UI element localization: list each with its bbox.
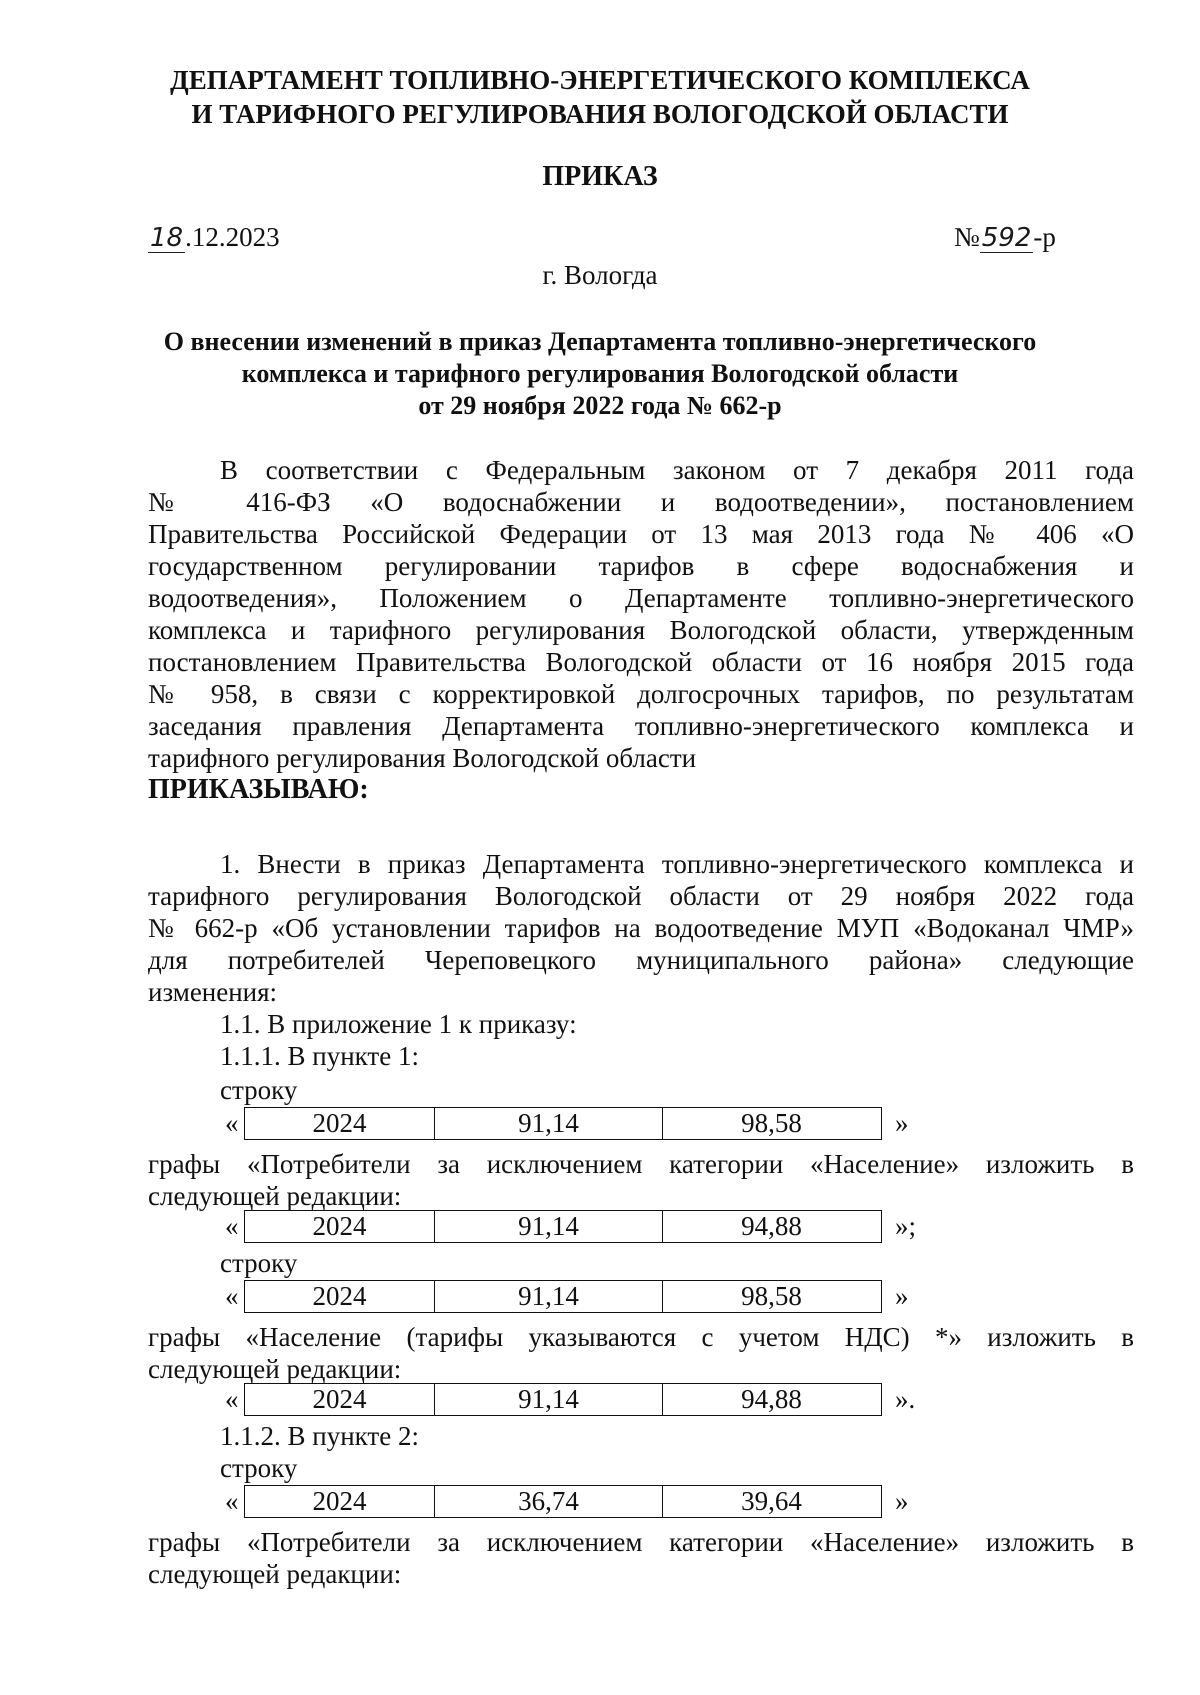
- preamble-line: Правительства Российской Федерации от 13 мая 2013 года № 406 «О: [148, 519, 1134, 549]
- preamble-line: заседания правления Департамента топливно-энергетического комплекса и: [148, 711, 1134, 741]
- preamble-line: постановлением Правительства Вологодской области от 16 ноября 2015 года: [148, 647, 1134, 677]
- cell-year: 2024: [245, 1108, 435, 1139]
- cell-tariff-1: 91,14: [435, 1281, 663, 1312]
- preamble-line: № 416-ФЗ «О водоснабжении и водоотведении», постановлением: [148, 487, 1134, 517]
- date-month-year: .12.2023: [185, 222, 280, 252]
- handwritten-day: 18: [150, 223, 184, 253]
- subject-line-2: комплекса и тарифного регулирования Вологодской области: [241, 359, 959, 388]
- cell-tariff-1: 91,14: [435, 1384, 663, 1415]
- tariff-cells: [244, 1383, 882, 1416]
- next-edition-line: следующей редакции:: [148, 1354, 402, 1384]
- close-quote: »: [895, 1108, 909, 1138]
- word-stroku: строку: [220, 1248, 298, 1278]
- preamble-line: комплекса и тарифного регулирования Вологодской области, утвержденным: [148, 615, 1134, 645]
- cell-year: 2024: [245, 1486, 435, 1517]
- preamble-line: № 958, в связи с корректировкой долгосрочных тарифов, по результатам: [148, 679, 1134, 709]
- preamble-line: В соответствии с Федеральным законом от 7 декабря 2011 года: [220, 455, 1134, 485]
- grafa-line: графы «Потребители за исключением категории «Население» изложить в: [148, 1149, 1134, 1179]
- open-quote: «: [225, 1108, 239, 1138]
- close-quote: »: [895, 1486, 909, 1516]
- preamble-line: государственном регулировании тарифов в сфере водоснабжения и: [148, 551, 1134, 581]
- department-title-line-1: ДЕПАРТАМЕНТ ТОПЛИВНО-ЭНЕРГЕТИЧЕСКОГО КОМПЛЕКСА: [170, 65, 1030, 95]
- city: г. Вологда: [542, 260, 658, 290]
- subject-line-1: О внесении изменений в приказ Департамента топливно-энергетического: [163, 327, 1037, 356]
- preamble-line: водоотведения», Положением о Департаменте топливно-энергетического: [148, 583, 1134, 613]
- close-quote: »;: [895, 1211, 917, 1241]
- item1-last-line: изменения:: [148, 977, 278, 1007]
- number-sign: №: [954, 222, 980, 252]
- cell-tariff-2: 94,88: [741, 1211, 802, 1241]
- cell-tariff-1: 91,14: [435, 1108, 663, 1139]
- tariff-cells: [244, 1485, 882, 1518]
- grafa-line: графы «Население (тарифы указываются с учетом НДС) *» изложить в: [148, 1322, 1134, 1352]
- next-edition-line: следующей редакции:: [148, 1181, 402, 1211]
- close-quote: ».: [895, 1384, 916, 1414]
- subitem-1-1: 1.1. В приложение 1 к приказу:: [220, 1009, 577, 1039]
- word-stroku: строку: [220, 1453, 298, 1483]
- tariff-cells: [244, 1210, 882, 1243]
- tariff-cells: [244, 1107, 882, 1140]
- tariff-cells: [244, 1280, 882, 1313]
- cell-year: 2024: [245, 1211, 435, 1242]
- number-suffix: -р: [1033, 222, 1056, 252]
- cell-year: 2024: [245, 1384, 435, 1415]
- open-quote: «: [225, 1384, 239, 1414]
- department-title-line-2: И ТАРИФНОГО РЕГУЛИРОВАНИЯ ВОЛОГОДСКОЙ ОБЛАСТИ: [191, 99, 1009, 129]
- preamble-last-line: тарифного регулирования Вологодской области: [148, 743, 697, 773]
- subject-line-3: от 29 ноября 2022 года № 662-р: [418, 391, 782, 420]
- item1-line: для потребителей Череповецкого муниципального района» следующие: [148, 945, 1134, 975]
- item1-line: № 662-р «Об установлении тарифов на водоотведение МУП «Водоканал ЧМР»: [148, 913, 1134, 943]
- cell-tariff-2: 94,88: [741, 1384, 802, 1414]
- subitem-1-1-2: 1.1.2. В пункте 2:: [220, 1421, 419, 1451]
- document-type: ПРИКАЗ: [542, 161, 658, 192]
- grafa-line: графы «Потребители за исключением категории «Население» изложить в: [148, 1527, 1134, 1557]
- open-quote: «: [225, 1211, 239, 1241]
- cell-tariff-1: 91,14: [435, 1211, 663, 1242]
- item1-line: тарифного регулирования Вологодской области от 29 ноября 2022 года: [148, 881, 1134, 911]
- cell-tariff-1: 36,74: [435, 1486, 663, 1517]
- order-date: [148, 222, 280, 253]
- item1-line: 1. Внести в приказ Департамента топливно-энергетического комплекса и: [220, 849, 1134, 879]
- word-stroku: строку: [220, 1075, 298, 1105]
- handwritten-number: 592: [981, 223, 1032, 253]
- cell-year: 2024: [245, 1281, 435, 1312]
- order-number: [954, 222, 1056, 253]
- subitem-1-1-1: 1.1.1. В пункте 1:: [220, 1041, 419, 1071]
- close-quote: »: [895, 1281, 909, 1311]
- order-word: ПРИКАЗЫВАЮ:: [148, 774, 369, 805]
- next-edition-line: следующей редакции:: [148, 1559, 402, 1589]
- cell-tariff-2: 98,58: [741, 1108, 802, 1138]
- open-quote: «: [225, 1486, 239, 1516]
- open-quote: «: [225, 1281, 239, 1311]
- cell-tariff-2: 39,64: [741, 1486, 802, 1516]
- cell-tariff-2: 98,58: [741, 1281, 802, 1311]
